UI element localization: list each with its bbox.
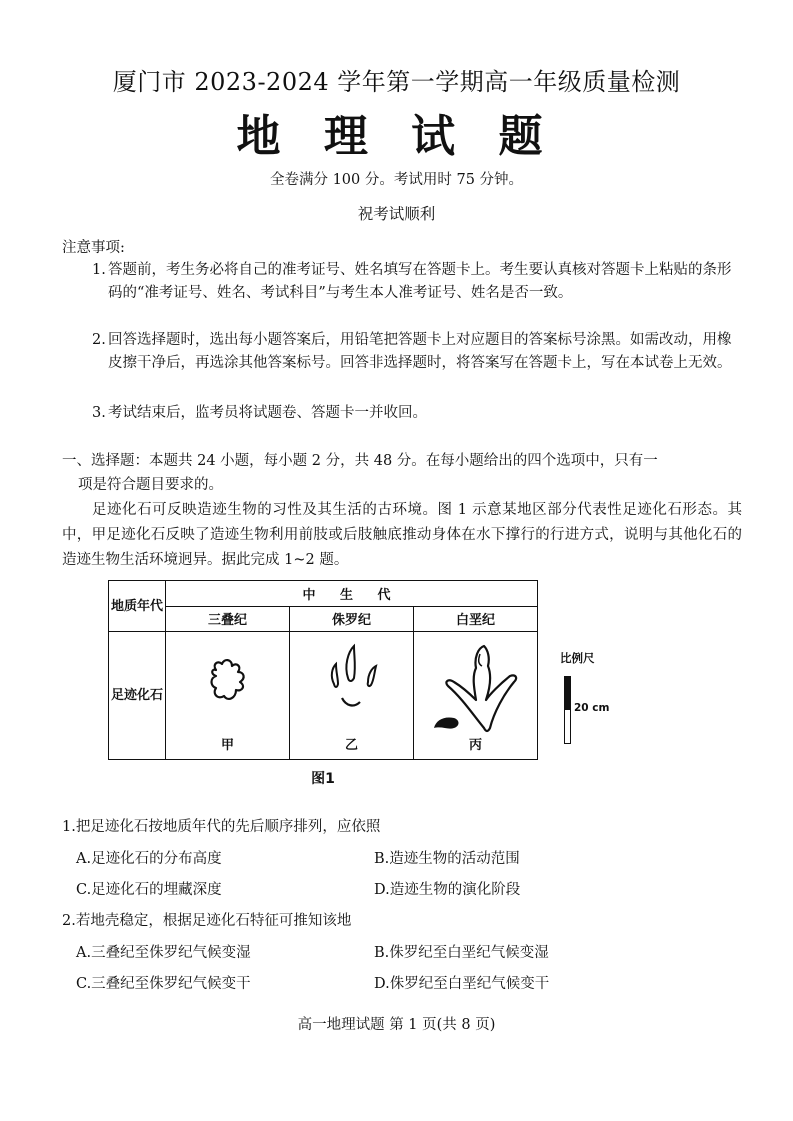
- exam-subject-title: 地 理 试 题: [236, 111, 557, 162]
- note-item-2: [92, 329, 742, 375]
- period-jurassic: 侏罗纪: [290, 606, 414, 632]
- footprint-c-icon: [414, 632, 538, 746]
- fossil-cell-a: [166, 632, 290, 760]
- note-number: 3.: [92, 405, 106, 421]
- question-2-option-a: A.三叠纪至侏罗纪气候变湿: [76, 945, 251, 961]
- fossil-cell-c: [414, 632, 538, 760]
- question-2-option-b: B.侏罗纪至白垩纪气候变湿: [374, 945, 549, 961]
- question-1-option-b: B.造迹生物的活动范围: [374, 851, 520, 867]
- question-2-option-c: C.三叠纪至侏罗纪气候变干: [76, 976, 251, 992]
- question-2-option-d: D.侏罗纪至白垩纪气候变干: [374, 976, 550, 992]
- question-passage: 足迹化石可反映造迹生物的习性及其生活的古环境。图 1 示意某地区部分代表性足迹化石形态。其中，甲足迹化石反映了造迹生物利用前肢或后肢触底推动身体在水下撑行的行进方式，说明与其他化石的造迹生物生活环境迥异。据此完成 1~2 题。: [62, 502, 742, 568]
- note-item-3: [92, 402, 742, 425]
- footprint-a-icon: [166, 632, 290, 746]
- era-cell: 中 生 代: [166, 581, 538, 607]
- scale-bar: [564, 676, 571, 744]
- period-triassic: 三叠纪: [166, 606, 290, 632]
- question-2-stem: 2.若地壳稳定，根据足迹化石特征可推知该地: [62, 913, 352, 929]
- figure-caption: 图1: [311, 771, 335, 787]
- scale-bar-fill: [565, 677, 570, 710]
- exam-score-time: 全卷满分 100 分。考试用时 75 分钟。: [269, 172, 524, 188]
- question-1-option-a: A.足迹化石的分布高度: [76, 851, 222, 867]
- note-text: 答题前，考生务必将自己的准考证号、姓名填写在答题卡上。考生要认真核对答题卡上粘贴的条形码的“准考证号、姓名、考试科目”与考生本人准考证号、姓名是否一致。: [108, 262, 732, 301]
- row-head-fossil: 足迹化石: [109, 632, 166, 760]
- row-head-era: 地质年代: [109, 581, 166, 632]
- page-footer: 高一地理试题 第 1 页(共 8 页): [297, 1017, 496, 1033]
- note-text: 回答选择题时，选出每小题答案后，用铅笔把答题卡上对应题目的答案标号涂黑。如需改动，用橡皮擦干净后，再选涂其他答案标号。回答非选择题时，将答案写在答题卡上，写在本试卷上无效。: [108, 332, 732, 371]
- section-line-2: 项是符合题目要求的。: [78, 477, 223, 493]
- fossil-label-c: 丙: [468, 738, 482, 753]
- question-1-option-d: D.造迹生物的演化阶段: [374, 882, 521, 898]
- scale-title: 比例尺: [560, 651, 595, 665]
- footprint-b-icon: [290, 632, 414, 746]
- fossil-label-a: 甲: [220, 738, 234, 753]
- section-heading: [62, 449, 742, 497]
- scale-legend: [560, 650, 630, 714]
- section-line-1: 一、选择题：本题共 24 小题，每小题 2 分，共 48 分。在每小题给出的四个选项中，只有一: [62, 453, 658, 469]
- exam-wish: 祝考试顺利: [357, 205, 436, 223]
- notes-heading: 注意事项:: [62, 240, 125, 256]
- question-1-stem: 1.把足迹化石按地质年代的先后顺序排列，应依照: [62, 819, 381, 835]
- figure-footprint-table: [108, 580, 538, 760]
- exam-header-title: 厦门市 2023-2024 学年第一学期高一年级质量检测: [112, 68, 681, 96]
- note-number: 2.: [92, 332, 106, 348]
- period-cretaceous: 白垩纪: [414, 606, 538, 632]
- fossil-cell-b: [290, 632, 414, 760]
- question-1-option-c: C.足迹化石的埋藏深度: [76, 882, 222, 898]
- note-item-1: [92, 259, 742, 305]
- note-text: 考试结束后，监考员将试题卷、答题卡一并收回。: [108, 405, 427, 421]
- note-number: 1.: [92, 262, 106, 278]
- scale-text: 20 cm: [574, 702, 610, 714]
- fossil-label-b: 乙: [344, 738, 358, 753]
